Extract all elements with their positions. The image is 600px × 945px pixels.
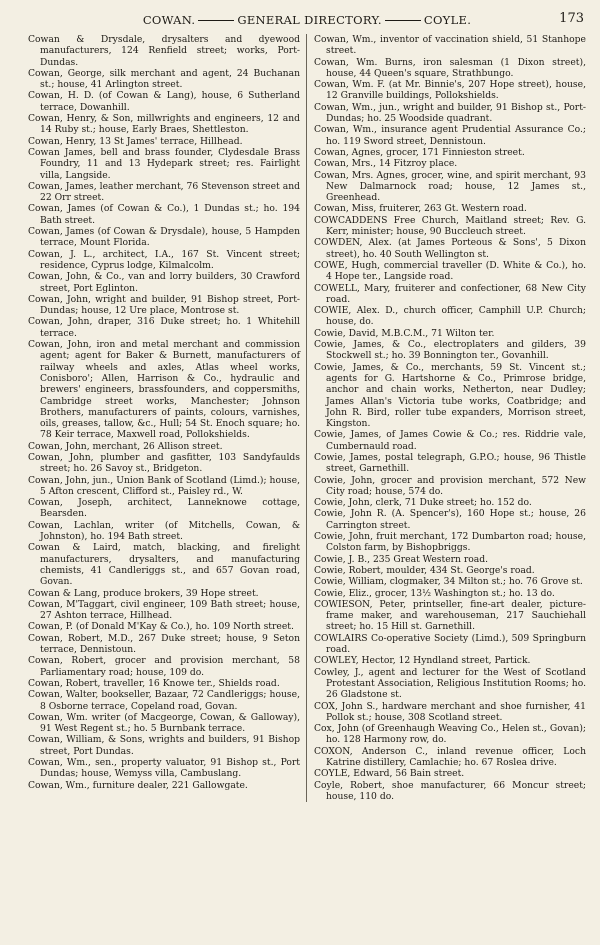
directory-entry: Cowan, Mrs. Agnes, grocer, wine, and spirit merchant, 93 New Dalmarnock road; house, 12 James st., Greenhead. xyxy=(314,169,586,204)
directory-entry: Cowie, John R. (A. Spencer's), 160 Hope st.; house, 26 Carrington street. xyxy=(314,508,586,531)
directory-entry: Cowie, James, postal telegraph, G.P.O.; house, 96 Thistle street, Garnethill. xyxy=(314,451,586,475)
directory-entry: Cowan, John, merchant, 26 Allison street. xyxy=(28,440,223,452)
directory-entry: Cowan, Robert, grocer and provision merchant, 58 Parliamentary road; house, 109 do. xyxy=(28,655,300,678)
directory-entry: Cowan, Wm. Burns, iron salesman (1 Dixon street), house, 44 Queen's square, Strathbungo. xyxy=(314,56,586,79)
directory-entry: Cox, John (of Greenhaugh Weaving Co., Helen st., Govan); ho. 128 Harmony row, do. xyxy=(314,723,586,746)
directory-entry: Cowie, David, M.B.C.M., 71 Wilton ter. xyxy=(314,327,495,339)
directory-entry: Cowan James, bell and brass founder, Clydesdale Brass Foundry, 11 and 13 Hydepark street; res. Fairlight villa, Langside. xyxy=(28,146,300,181)
directory-entry: Cowan, John, iron and metal merchant and commission agent; agent for Baker & Burnett, manufacturers of railway wheels and axles, Atlas wheel works, Conisboro'; Allen, Harrison & Co., hydraulic and brewers' engineers, brassfounders, and coppersmiths, Cambridge street works, Manchester; Johnson Brothers, manufacturers of paints, colours, varnishes, oils, greases, tallow, &c., Hull; 54 St. Enoch square; ho. 78 Keir terrace, Maxwell road, Pollokshields. xyxy=(28,339,300,441)
directory-entry: Cowan, Wm. F. (at Mr. Binnie's, 207 Hope street), house, 12 Granville buildings, Pollokshields. xyxy=(314,79,586,102)
directory-entry: Cowan, George, silk merchant and agent, 24 Buchanan st.; house, 41 Arlington street. xyxy=(28,67,300,91)
directory-entry: Cowan, James, leather merchant, 76 Stevenson street and 22 Orr street. xyxy=(28,180,300,204)
directory-entry: Cowan, Henry, & Son, millwrights and engineers, 12 and 14 Ruby st.; house, Early Braes, Shettleston. xyxy=(28,113,300,136)
directory-entry: COWIESON, Peter, printseller, fine-art dealer, picture-frame maker, and warehouseman, 217 Sauchiehall street; ho. 15 Hill st. Garnethill. xyxy=(314,598,586,633)
directory-entry: Cowan, John, wright and builder, 91 Bishop street, Port-Dundas; house, 12 Ure place, Montrose st. xyxy=(28,293,300,317)
directory-entry: COWCADDENS Free Church, Maitland street; Rev. G. Kerr, minister; house, 90 Buccleuch street. xyxy=(314,214,586,238)
directory-entry: Cowan, M'Taggart, civil engineer, 109 Bath street; house, 27 Ashton terrace, Hillhead. xyxy=(28,598,300,622)
directory-entry: COWDEN, Alex. (at James Porteous & Sons', 5 Dixon street), ho. 40 South Wellington st. xyxy=(314,237,586,260)
directory-entry: COWIE, Alex. D., church officer, Camphill U.P. Church; house, do. xyxy=(314,305,586,328)
directory-entry: Cowan, John, jun., Union Bank of Scotland (Limd.); house, 5 Afton crescent, Clifford st., Paisley rd., W. xyxy=(28,474,300,497)
directory-entry: Cowan & Drysdale, drysalters and dyewood manufacturers, 124 Renfield street; works, Port-Dundas. xyxy=(28,34,300,68)
running-head xyxy=(28,13,586,27)
directory-entry: Cowan, Miss, fruiterer, 263 Gt. Western road. xyxy=(314,203,527,215)
directory-entry: Cowan, James (of Cowan & Co.), 1 Dundas st.; ho. 194 Bath street. xyxy=(28,203,300,226)
right-column xyxy=(307,34,586,802)
directory-entry: Cowie, James, of James Cowie & Co.; res. Riddrie vale, Cumbernauld road. xyxy=(314,429,586,452)
directory-entry: Cowie, Eliz., grocer, 13½ Washington st.; ho. 13 do. xyxy=(314,587,555,599)
directory-entry: Cowan, Robert, M.D., 267 Duke street; house, 9 Seton terrace, Dennistoun. xyxy=(28,632,300,656)
directory-entry: COWLAIRS Co-operative Society (Limd.), 509 Springburn road. xyxy=(314,632,586,656)
directory-entry: Cowan, Henry, 13 St James' terrace, Hillhead. xyxy=(28,135,243,147)
directory-entry: Cowan, John, plumber and gasfitter, 103 Sandyfaulds street; ho. 26 Savoy st., Bridgeton. xyxy=(28,451,300,475)
directory-entry: Cowan, J. L., architect, I.A., 167 St. Vincent street; residence, Cyprus lodge, Kilmalcolm. xyxy=(28,248,300,271)
directory-entry: Cowie, James, & Co., electroplaters and gilders, 39 Stockwell st.; ho. 39 Bonnington ter., Govanhill. xyxy=(314,339,586,362)
directory-entry: Cowan, Lachlan, writer (of Mitchells, Cowan, & Johnston), ho. 194 Bath street. xyxy=(28,519,300,543)
directory-entry: Cowie, Robert, moulder, 434 St. George's road. xyxy=(314,564,535,576)
directory-entry: Cowan, Wm., furniture dealer, 221 Gallowgate. xyxy=(28,779,248,791)
directory-entry: Cowan, Robert, traveller, 16 Knowe ter., Shields road. xyxy=(28,677,280,689)
directory-entry: Coyle, Robert, shoe manufacturer, 66 Moncur street; house, 110 do. xyxy=(314,779,586,802)
header-dash xyxy=(385,20,421,21)
directory-entry: Cowan, Wm., inventor of vaccination shield, 51 Stanhope street. xyxy=(314,34,586,57)
header-left-word: COWAN. xyxy=(142,13,196,27)
directory-entry: COWELL, Mary, fruiterer and confectioner, 68 New City road. xyxy=(314,282,586,305)
directory-entry: Cowie, John, grocer and provision merchant, 572 New City road; house, 574 do. xyxy=(314,474,586,497)
directory-entry: Cowie, John, fruit merchant, 172 Dumbarton road; house, Colston farm, by Bishopbriggs. xyxy=(314,531,586,554)
directory-entry: Cowan, H. D. (of Cowan & Lang), house, 6 Sutherland terrace, Dowanhill. xyxy=(28,90,300,113)
header-right-word: COYLE. xyxy=(423,13,472,27)
header-dash xyxy=(198,20,234,21)
directory-entry: COWE, Hugh, commercial traveller (D. White & Co.), ho. 4 Hope ter., Langside road. xyxy=(314,259,586,283)
directory-entry: Cowie, John, clerk, 71 Duke street; ho. 152 do. xyxy=(314,497,532,509)
directory-entry: COWLEY, Hector, 12 Hyndland street, Partick. xyxy=(314,655,531,667)
directory-entry: Cowan, Wm., insurance agent Prudential Assurance Co.; ho. 119 Sword street, Dennistoun. xyxy=(314,124,586,147)
directory-entry: Cowan, Wm. writer (of Macgeorge, Cowan, & Galloway), 91 West Regent st.; ho. 5 Burnbank terrace. xyxy=(28,711,300,735)
directory-entry: Cowie, William, clogmaker, 34 Milton st.; ho. 76 Grove st. xyxy=(314,576,583,588)
directory-entry: COX, John S., hardware merchant and shoe furnisher, 41 Pollok st.; house, 308 Scotland street. xyxy=(314,700,586,723)
directory-entry: Cowan, Wm., jun., wright and builder, 91 Bishop st., Port-Dundas; ho. 25 Woodside quadrant. xyxy=(314,101,586,125)
directory-entry: Cowan & Lang, produce brokers, 39 Hope street. xyxy=(28,587,259,599)
directory-entry: Cowan, P. (of Donald M'Kay & Co.), ho. 109 North street. xyxy=(28,621,294,633)
left-column xyxy=(28,34,307,802)
directory-entry: COXON, Anderson C., inland revenue officer, Loch Katrine distillery, Camlachie; ho. 67 Roslea drive. xyxy=(314,745,586,768)
directory-entry: Cowie, James, & Co., merchants, 59 St. Vincent st.; agents for G. Hartshorne & Co., Primrose bridge, anchor and chain works, Netherton, near Dudley; James Allan's Victoria tube works, Coatbridge; and John R. Bird, roller tube expanders, Morrison street, Kingston. xyxy=(314,361,586,430)
directory-entry: Cowan, John, draper, 316 Duke street; ho. 1 Whitehill terrace. xyxy=(28,316,300,339)
directory-entry: Cowie, J. B., 235 Great Western road. xyxy=(314,553,489,565)
directory-entry: Cowley, J., agent and lecturer for the West of Scotland Protestant Association, Religious Institution Rooms; ho. 26 Gladstone st. xyxy=(314,666,586,701)
directory-entry: Cowan & Laird, match, blacking, and firelight manufacturers, drysalters, and manufacturing chemists, 41 Candleriggs st., and 657 Govan road, Govan. xyxy=(28,542,300,588)
page-number: 173 xyxy=(559,11,584,26)
directory-entry: Cowan, Agnes, grocer, 171 Finnieston street. xyxy=(314,146,525,158)
page-header xyxy=(28,10,586,32)
directory-entry: Cowan, James (of Cowan & Drysdale), house, 5 Hampden terrace, Mount Florida. xyxy=(28,226,300,249)
directory-entry: Cowan, Mrs., 14 Fitzroy place. xyxy=(314,158,458,170)
directory-entry: Cowan, Wm., sen., property valuator, 91 Bishop st., Port Dundas; house, Wemyss villa, Cambuslang. xyxy=(28,757,300,780)
directory-entry: Cowan, John, & Co., van and lorry builders, 30 Crawford street, Port Eglinton. xyxy=(28,271,300,294)
directory-entry: Cowan, William, & Sons, wrights and builders, 91 Bishop street, Port Dundas. xyxy=(28,734,300,757)
columns xyxy=(28,34,586,802)
directory-entry: COYLE, Edward, 56 Bain street. xyxy=(314,768,465,780)
header-middle-word: GENERAL DIRECTORY. xyxy=(237,13,382,27)
directory-entry: Cowan, Joseph, architect, Lanneknowe cottage, Bearsden. xyxy=(28,497,300,520)
directory-entry: Cowan, Walter, bookseller, Bazaar, 72 Candleriggs; house, 8 Osborne terrace, Copeland road, Govan. xyxy=(28,689,300,712)
